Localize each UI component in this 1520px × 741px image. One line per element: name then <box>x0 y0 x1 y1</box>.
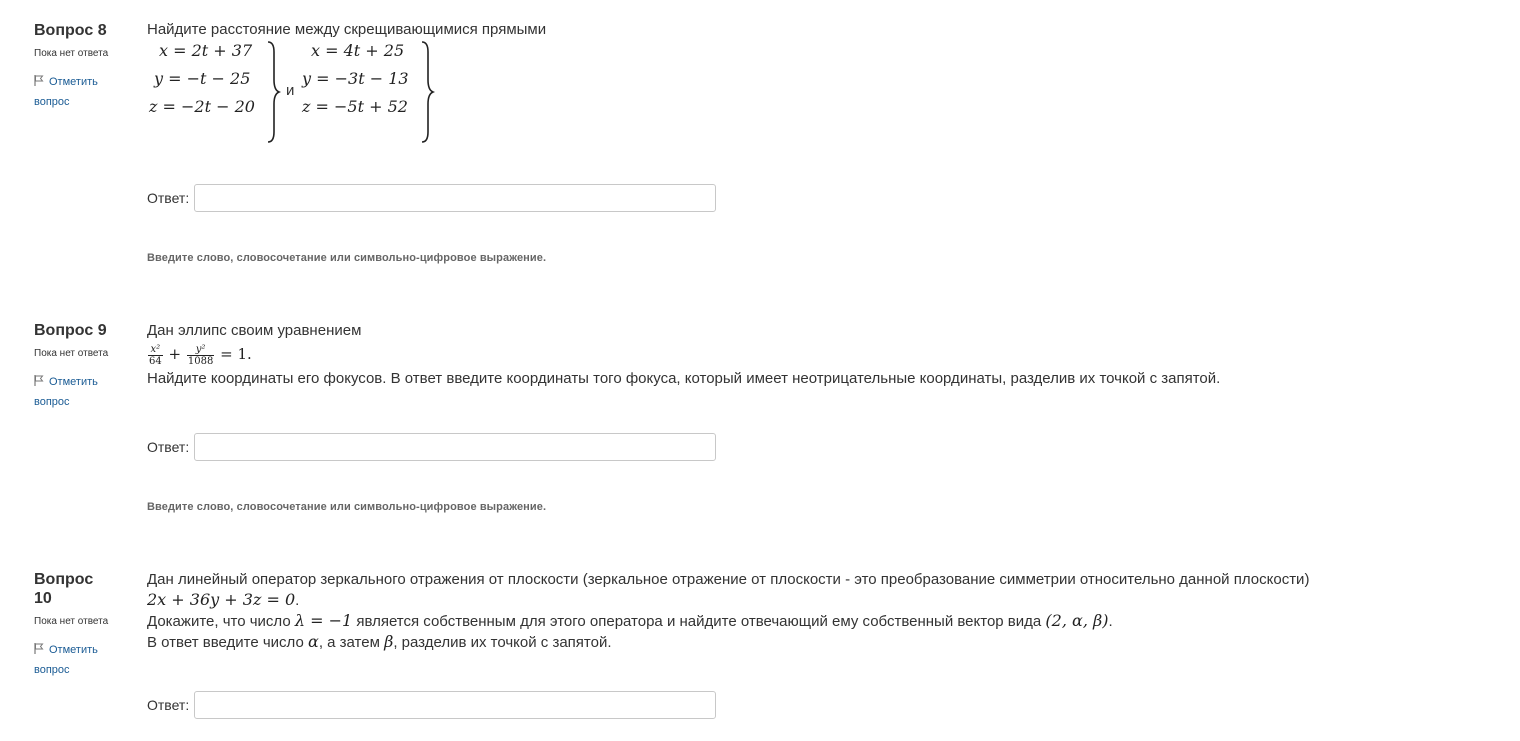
equation-rhs: = 1. <box>220 345 252 363</box>
plane-equation-period: . <box>295 592 300 609</box>
fraction-y <box>187 344 214 367</box>
conjunction: и <box>286 82 295 99</box>
question-content <box>147 321 1500 513</box>
flag-question-label: Отметить вопрос <box>34 376 98 408</box>
answer-hint: Введите слово, словосочетание или символьно-цифровое выражение. <box>147 252 547 264</box>
question-number: 9 <box>97 322 107 339</box>
question-text-line1: Дан линейный оператор зеркального отражения от плоскости (зеркальное отражение от плоскости - это преобразование симметрии относительно данной плоскости) <box>147 571 1310 588</box>
question-text-line1: Дан эллипс своим уравнением <box>147 322 362 339</box>
system-right-eq-x: x = 4t + 25 <box>311 41 405 60</box>
flag-question-link[interactable] <box>34 640 114 680</box>
lambda-expression: λ = −1 <box>294 611 353 630</box>
question-title-prefix: Вопрос <box>34 22 94 39</box>
fraction-y-numerator: y² <box>187 344 214 356</box>
answer-row <box>147 433 716 461</box>
system-right-eq-y: y = −3t − 13 <box>302 69 409 88</box>
answer-label: Ответ: <box>147 697 190 713</box>
question-info <box>34 570 124 680</box>
alpha-symbol: α <box>308 632 319 651</box>
answer-row <box>147 184 716 212</box>
line2-text-a: Докажите, что число <box>147 613 295 630</box>
question-number: 8 <box>97 22 107 39</box>
question-state: Пока нет ответа <box>34 48 109 59</box>
question-text-line2: Найдите координаты его фокусов. В ответ введите координаты того фокуса, который имеет неотрицательные координаты, разделив их точкой с запятой. <box>147 370 1221 387</box>
question-title <box>34 570 124 608</box>
system-left-eq-y: y = −t − 25 <box>154 69 251 88</box>
flag-icon <box>34 375 44 386</box>
line3-text-c: , разделив их точкой с запятой. <box>393 634 612 651</box>
flag-question-link[interactable] <box>34 372 114 412</box>
flag-question-link[interactable] <box>34 72 114 112</box>
question-text-line2 <box>147 611 1500 632</box>
question-title-prefix: Вопрос <box>34 571 94 588</box>
line2-text-c: . <box>1108 613 1113 630</box>
line3-text-a: В ответ введите число <box>147 634 308 651</box>
answer-input[interactable] <box>194 691 716 719</box>
fraction-x-denominator: 64 <box>149 355 162 367</box>
answer-input[interactable] <box>194 184 716 212</box>
question-title <box>34 21 124 40</box>
question-title-prefix: Вопрос <box>34 322 94 339</box>
vector-expression: (2, α, β) <box>1045 611 1109 630</box>
plane-equation: 2x + 36y + 3z = 0 <box>147 590 296 609</box>
flag-question-label: Отметить вопрос <box>34 76 98 108</box>
fraction-x <box>148 344 163 367</box>
flag-icon <box>34 75 44 86</box>
system-left-eq-z: z = −2t − 20 <box>149 97 255 116</box>
fraction-y-denominator: 1088 <box>187 355 214 367</box>
question-text: Найдите расстояние между скрещивающимися прямыми <box>147 21 547 38</box>
question-title <box>34 321 124 340</box>
system-left-eq-x: x = 2t + 37 <box>159 41 253 60</box>
equation-plus: + <box>168 345 182 363</box>
question-number: 10 <box>34 590 52 607</box>
answer-label: Ответ: <box>147 190 190 206</box>
right-brace-right-system <box>419 40 435 144</box>
right-brace-left-system <box>265 40 281 144</box>
answer-input[interactable] <box>194 433 716 461</box>
answer-label: Ответ: <box>147 439 190 455</box>
fraction-x-numerator: x² <box>148 344 163 356</box>
system-right-eq-z: z = −5t + 52 <box>302 97 408 116</box>
flag-icon <box>34 643 44 654</box>
line2-text-b: является собственным для этого оператора и найдите отвечающий ему собственный вектор вида <box>352 613 1046 630</box>
ellipse-equation-math <box>147 343 252 367</box>
question-text-line3 <box>147 632 1500 653</box>
question-state: Пока нет ответа <box>34 616 109 627</box>
flag-question-label: Отметить вопрос <box>34 644 98 676</box>
answer-hint: Введите слово, словосочетание или символьно-цифровое выражение. <box>147 501 547 513</box>
question-content <box>147 20 1500 264</box>
plane-equation-line <box>147 590 1500 611</box>
question-info <box>34 321 124 412</box>
answer-row <box>147 691 716 719</box>
question-state: Пока нет ответа <box>34 348 109 359</box>
beta-symbol: β <box>384 632 394 651</box>
ellipse-equation <box>147 339 1500 369</box>
question-info <box>34 21 124 112</box>
question-content <box>147 570 1500 713</box>
line3-text-b: , а затем <box>318 634 385 651</box>
